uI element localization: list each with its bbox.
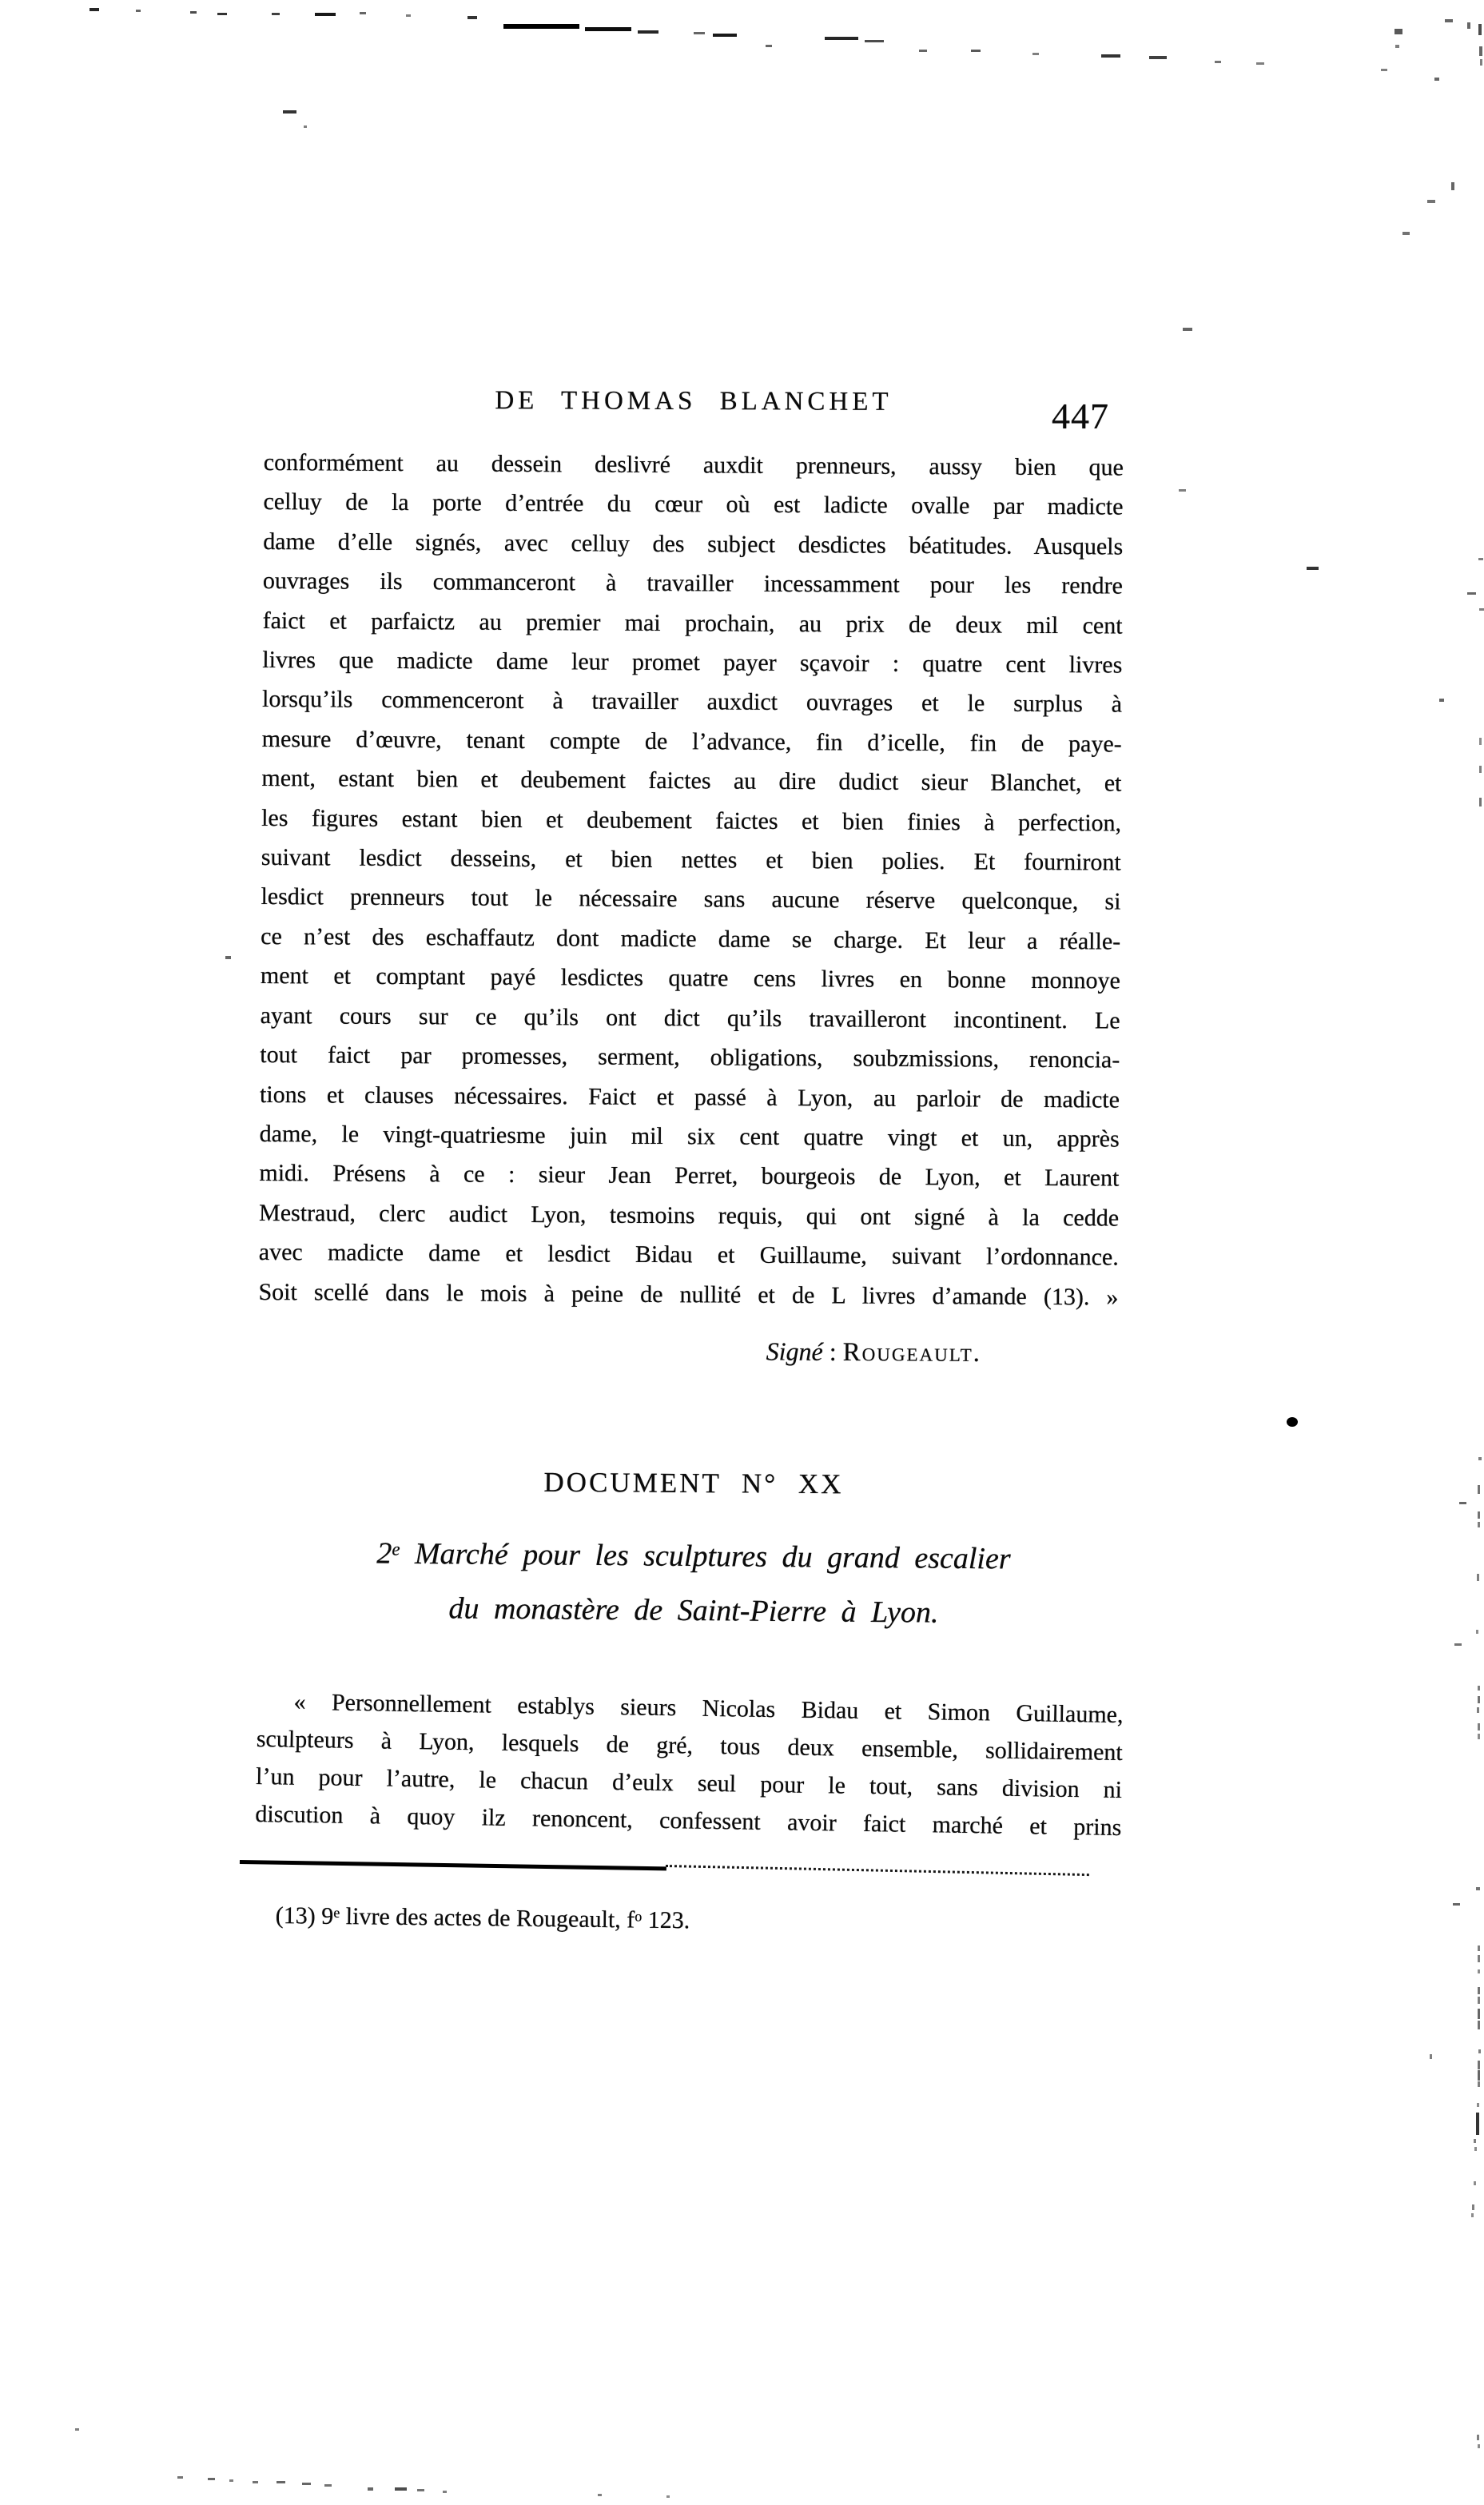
scan-speck (971, 50, 981, 52)
scan-speck (1453, 1903, 1460, 1906)
scan-speck (1477, 2435, 1479, 2440)
page-number: 447 (1052, 396, 1109, 436)
text-line: faict et parfaictz au premier mai prochain, au prix de deux mil cent (262, 607, 1123, 639)
document-section-heading: DOCUMENT N° XX (543, 1466, 844, 1500)
scan-speck (1179, 489, 1186, 492)
scan-speck (1478, 2061, 1480, 2069)
scan-speck (277, 2481, 285, 2483)
scan-speck (1467, 22, 1470, 29)
scan-speck (1478, 1945, 1480, 1951)
scan-speck (1478, 1522, 1480, 1527)
scan-speck (467, 16, 477, 19)
scan-speck (1477, 1574, 1479, 1581)
text-line: tions et clauses nécessaires. Faict et passé à Lyon, au parloir de madicte (259, 1081, 1120, 1113)
scan-speck (694, 32, 705, 34)
text-line: lorsqu’ils commenceront à travailler auxdict ouvrages et le surplus à (261, 686, 1123, 719)
scan-speck (1478, 1485, 1480, 1494)
paragraph-second-contract-text (255, 1683, 1124, 1846)
scan-speck (1467, 592, 1476, 595)
footnote-rule-solid (240, 1860, 666, 1870)
text-line: livres que madicte dame leur promet payer sçavoir : quatre cent livres (262, 647, 1123, 679)
scan-speck (1472, 2204, 1474, 2210)
scan-speck (1474, 2139, 1476, 2143)
scan-speck (368, 2487, 373, 2491)
subtitle-line-1-text: Marché pour les sculptures du grand escalier (400, 1536, 1011, 1576)
text-line: « Personnellement establys sieurs Nicolas Bidau et Simon Guillaume, (293, 1688, 1124, 1729)
text-line: discution à quoy ilz renoncent, confessent avoir faict marché et prins (255, 1800, 1122, 1842)
footnote-text (276, 1902, 690, 1934)
scan-speck (1477, 1707, 1479, 1713)
footnote-part2: livre des actes de Rougeault, f (340, 1902, 635, 1934)
scan-speck (585, 27, 631, 31)
scan-speck (324, 2484, 332, 2487)
scan-speck (1478, 2444, 1480, 2448)
scan-speck (1394, 29, 1402, 34)
scan-speck (1256, 62, 1264, 65)
scan-speck (1478, 2021, 1480, 2029)
scan-speck (406, 14, 411, 17)
text-line: celluy de la porte d’entrée du cœur où est ladicte ovalle par madicte (263, 488, 1124, 520)
scan-speck (208, 2478, 215, 2480)
scan-speck (1439, 699, 1444, 702)
signature-name: Rougeault. (842, 1337, 982, 1368)
scan-speck (1479, 766, 1482, 773)
scan-speck (1287, 1417, 1298, 1427)
scan-speck (713, 34, 737, 37)
scan-speck (1478, 1987, 1480, 1994)
scan-speck (1445, 19, 1453, 22)
scan-speck (225, 956, 231, 959)
scan-speck (1032, 53, 1039, 55)
scan-speck (865, 40, 884, 42)
scan-speck (1215, 61, 1221, 63)
scan-speck (1459, 1502, 1466, 1504)
scan-speck (1478, 1686, 1480, 1691)
footnote-sup2: o (635, 1908, 643, 1925)
scan-speck (1479, 46, 1482, 56)
scan-speck (190, 11, 197, 14)
scan-speck (302, 2483, 311, 2485)
scan-speck (1476, 2113, 1479, 2135)
scan-speck (304, 125, 307, 128)
scan-speck (360, 12, 366, 14)
text-line: dame d’elle signés, avec celluy des subject desdictes béatitudes. Ausquels (263, 528, 1124, 560)
text-line: ouvrages ils commanceront à travailler incessamment pour les rendre (262, 568, 1124, 599)
text-line: Soit scellé dans le mois à peine de nullité et de L livres d’amande (13). » (258, 1278, 1119, 1311)
text-line: avec madicte dame et lesdict Bidau et Guillaume, suivant l’ordonnance. (258, 1239, 1119, 1271)
scan-speck (1430, 2054, 1432, 2059)
scan-speck (1478, 1696, 1480, 1703)
scan-speck (503, 24, 579, 29)
text-line: ment et comptant payé lesdictes quatre cens livres en bonne monnoye (260, 962, 1121, 994)
scan-speck (1451, 182, 1454, 190)
scan-speck (1478, 24, 1482, 35)
scan-speck (443, 2491, 447, 2493)
footnote-part3: 123. (642, 1906, 690, 1934)
scan-speck (1478, 2081, 1480, 2087)
text-line: dame, le vingt-quatriesme juin mil six cent quatre vingt et un, apprès (259, 1120, 1120, 1153)
running-head-title: DE THOMAS BLANCHET (495, 386, 893, 416)
scan-speck (1474, 2181, 1476, 2185)
text-line: suivant lesdict desseins, et bien nettes et bien polies. Et fourniront (261, 844, 1121, 876)
scan-speck (1454, 1643, 1462, 1646)
scan-speck (1478, 2049, 1481, 2053)
text-line: lesdict prenneurs tout le nécessaire sans aucune réserve quelconque, si (261, 883, 1121, 916)
scan-speck (1476, 1887, 1480, 1890)
subtitle-line-1 (264, 1535, 1124, 1577)
signature-separator: : (822, 1336, 843, 1366)
scan-speck (766, 45, 772, 47)
scan-speck (598, 2494, 602, 2496)
signature-inner (766, 1336, 982, 1368)
scan-speck (315, 13, 336, 16)
scan-speck (1183, 328, 1192, 331)
signature-label: Signé (766, 1336, 823, 1366)
scan-speck (1478, 1997, 1480, 2004)
text-line: midi. Présens à ce : sieur Jean Perret, bourgeois de Lyon, et Laurent (259, 1160, 1120, 1192)
scan-speck (1479, 608, 1484, 611)
footnote-rule-dotted (666, 1865, 1089, 1876)
text-line: sculpteurs à Lyon, lesquels de gré, tous deux ensemble, sollidairement (256, 1725, 1124, 1766)
scan-speck (90, 8, 99, 11)
scan-speck (272, 13, 280, 15)
text-line: l’un pour l’autre, le chacun d’eulx seul pour le tout, sans division ni (255, 1762, 1123, 1804)
subtitle-line-2: du monastère de Saint-Pierre à Lyon. (448, 1591, 939, 1630)
scan-speck (1474, 2147, 1477, 2151)
signature-line (264, 1334, 1124, 1369)
scan-speck (253, 2481, 258, 2483)
scan-speck (217, 13, 227, 15)
scan-speck (136, 10, 141, 12)
scan-speck (1477, 2103, 1479, 2107)
text-line: tout faict par promesses, serment, obligations, soubzmissions, renoncia- (260, 1041, 1120, 1073)
scan-speck (1480, 59, 1482, 66)
paragraph-contract-text (258, 443, 1124, 1316)
scan-speck (1395, 45, 1399, 48)
scan-speck (1402, 232, 1410, 235)
scan-speck (1478, 1457, 1482, 1460)
scan-speck (1478, 1723, 1480, 1730)
scan-speck (666, 2495, 670, 2498)
subtitle-ordinal-sup: e (392, 1539, 400, 1559)
scan-speck (919, 50, 927, 52)
scan-speck (1478, 1734, 1480, 1739)
scan-speck (229, 2479, 233, 2482)
scan-speck (1478, 2070, 1480, 2081)
scan-speck (177, 2476, 183, 2479)
scan-speck (1479, 738, 1482, 745)
scan-speck (1471, 2213, 1474, 2217)
scan-speck (417, 2489, 424, 2491)
text-line: Mestraud, clerc audict Lyon, tesmoins requis, qui ont signé à la cedde (259, 1199, 1120, 1232)
text-line: mesure d’œuvre, tenant compte de l’advance, fin d’icelle, fin de paye- (261, 725, 1122, 758)
text-line: ment, estant bien et deubement faictes au dire dudict sieur Blanchet, et (261, 765, 1122, 797)
footnote-sup1: e (333, 1904, 340, 1921)
scan-speck (283, 110, 296, 114)
text-line: ayant cours sur ce qu’ils ont dict qu’ils travailleront incontinent. Le (260, 1002, 1120, 1034)
text-line: ce n’est des eschaffautz dont madicte dame se charge. Et leur a réalle- (261, 922, 1121, 955)
scan-speck (75, 2428, 79, 2431)
scan-speck (1479, 798, 1482, 806)
scan-speck (1307, 567, 1319, 570)
scan-speck (1478, 1955, 1480, 1962)
scan-speck (1427, 200, 1435, 203)
scan-speck (1101, 54, 1120, 58)
scan-speck (1149, 56, 1167, 59)
scan-speck (1476, 1630, 1478, 1634)
scan-speck (825, 37, 858, 40)
scan-speck (1434, 78, 1439, 81)
scan-speck (1478, 558, 1483, 560)
scan-speck (638, 30, 658, 34)
scan-speck (395, 2487, 407, 2491)
scan-speck (1381, 69, 1387, 71)
text-line: conformément au dessein deslivré auxdit prenneurs, aussy bien que (263, 448, 1124, 481)
scan-speck (1478, 2009, 1480, 2019)
scan-speck (1478, 1969, 1480, 1973)
subtitle-ordinal: 2 (376, 1536, 392, 1571)
scan-speck (1478, 1511, 1480, 1519)
footnote-part1: (13) 9 (275, 1902, 334, 1930)
text-line: les figures estant bien et deubement faictes et bien finies à perfection, (261, 804, 1122, 837)
